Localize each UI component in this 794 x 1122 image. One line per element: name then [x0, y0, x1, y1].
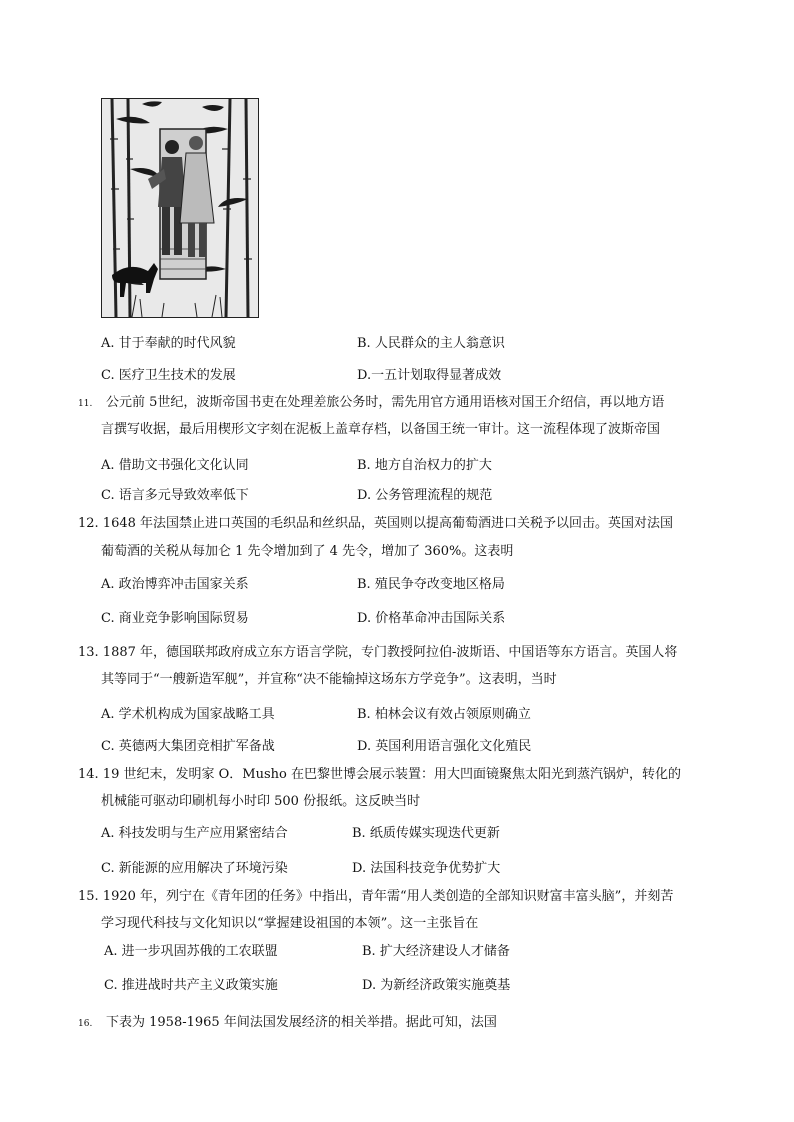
q12-option-d: D. 价格革命冲击国际关系	[357, 611, 506, 626]
q12-option-a: A. 政治博弈冲击国家关系	[101, 577, 249, 592]
q11-stem-line1	[78, 393, 664, 414]
q10-option-b: B. 人民群众的主人翁意识	[357, 336, 505, 351]
q12-option-c: C. 商业竞争影响国际贸易	[101, 611, 249, 626]
q16-number: 16.	[78, 1019, 93, 1029]
q11-option-a: A. 借助文书强化文化认同	[101, 458, 249, 473]
q13-stem-line2: 其等同于“一艘新造军舰”，并宣称“决不能输掉这场东方学竞争”。这表明，当时	[101, 672, 557, 687]
q11-stem-line2: 言撰写收据，最后用楔形文字刻在泥板上盖章存档，以备国王统一审计。这一流程体现了波斯帝国	[101, 422, 661, 437]
q11-number: 11.	[78, 399, 93, 409]
q14-stem-line2: 机械能可驱动印刷机每小时印 500 份报纸。这反映当时	[101, 794, 421, 809]
q12-option-b: B. 殖民争夺改变地区格局	[357, 577, 505, 592]
q12-stem-line2: 葡萄酒的关税从每加仑 1 先令增加到了 4 先令，增加了 360%。这表明	[101, 544, 514, 559]
q16-text-line1: 下表为 1958-1965 年间法国发展经济的相关举措。据此可知，法国	[106, 1015, 497, 1030]
q15-stem-line1: 15. 1920 年，列宁在《青年团的任务》中指出，青年需“用人类创造的全部知识财富丰富头脑”，并刻苦	[78, 889, 674, 904]
q15-option-a: A. 进一步巩固苏俄的工农联盟	[104, 944, 278, 959]
q11-option-c: C. 语言多元导致效率低下	[101, 488, 249, 503]
q11-option-b: B. 地方自治权力的扩大	[357, 458, 492, 473]
q14-option-c: C. 新能源的应用解决了环境污染	[101, 861, 288, 876]
q11-option-d: D. 公务管理流程的规范	[357, 488, 493, 503]
q14-stem-line1: 14. 19 世纪末，发明家 O．Musho 在巴黎世博会展示装置：用大凹面镜聚焦太阳光到蒸汽锅炉，转化的	[78, 767, 681, 782]
q10-option-d: D.一五计划取得显著成效	[357, 368, 502, 383]
q14-option-a: A. 科技发明与生产应用紧密结合	[101, 826, 288, 841]
q12-stem-line1: 12. 1648 年法国禁止进口英国的毛织品和丝织品，英国则以提高葡萄酒进口关税予以回击。英国对法国	[78, 516, 674, 531]
q15-option-b: B. 扩大经济建设人才储备	[362, 944, 510, 959]
q10-option-c: C. 医疗卫生技术的发展	[101, 368, 236, 383]
q13-stem-line1: 13. 1887 年，德国联邦政府成立东方语言学院，专门教授阿拉伯-波斯语、中国语等东方语言。英国人将	[78, 645, 678, 660]
q10-option-a: A. 甘于奉献的时代风貌	[101, 336, 236, 351]
q15-option-c: C. 推进战时共产主义政策实施	[104, 978, 278, 993]
q15-option-d: D. 为新经济政策实施奠基	[362, 978, 511, 993]
q15-stem-line2: 学习现代科技与文化知识以“掌握建设祖国的本领”。这一主张旨在	[101, 916, 479, 931]
q13-option-b: B. 柏林会议有效占领原则确立	[357, 707, 531, 722]
q14-option-b: B. 纸质传媒实现迭代更新	[352, 826, 500, 841]
q13-option-d: D. 英国利用语言强化文化殖民	[357, 739, 532, 754]
q14-option-d: D. 法国科技竞争优势扩大	[352, 861, 501, 876]
q11-text-line1: 公元前 5世纪，波斯帝国书吏在处理差旅公务时，需先用官方通用语核对国王介绍信，再以地方语	[106, 395, 665, 410]
q13-option-c: C. 英德两大集团竞相扩军备战	[101, 739, 275, 754]
q13-option-a: A. 学术机构成为国家战略工具	[101, 707, 275, 722]
woodcut-illustration	[101, 98, 259, 318]
q16-stem-line1	[78, 1013, 497, 1034]
